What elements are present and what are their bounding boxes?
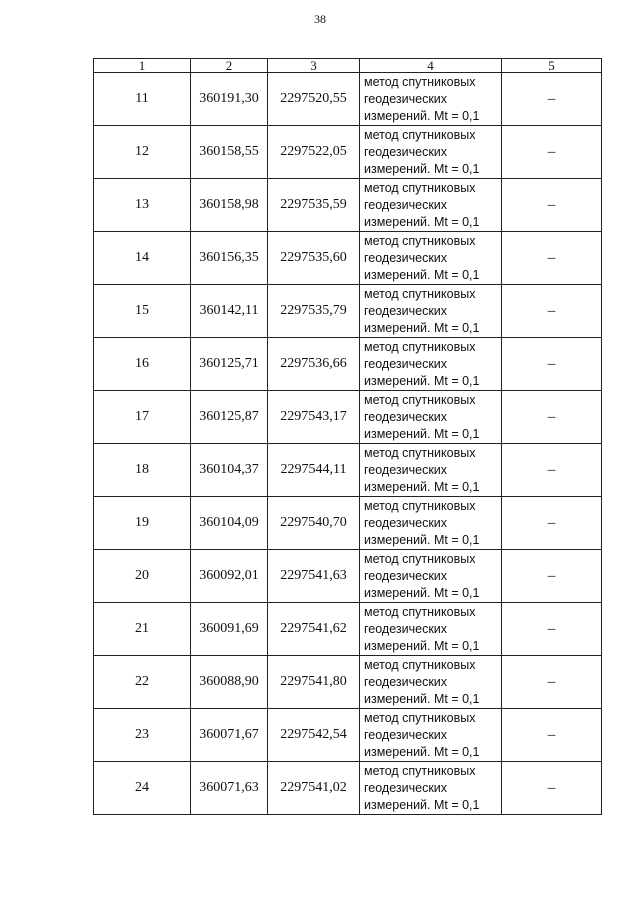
method-line-1: метод спутниковых <box>364 604 476 619</box>
method-line-3: измерений. Mt = 0,1 <box>364 161 480 176</box>
point-number-cell: 17 <box>94 391 191 444</box>
table-row <box>94 656 602 709</box>
x-coordinate-cell: 360071,63 <box>191 762 268 815</box>
method-line-2: геодезических <box>364 144 448 159</box>
y-coordinate-cell: 2297542,54 <box>268 709 360 762</box>
point-number-cell: 18 <box>94 444 191 497</box>
method-line-2: геодезических <box>364 303 448 318</box>
x-coordinate-cell: 360125,87 <box>191 391 268 444</box>
table-row <box>94 603 602 656</box>
method-line-3: измерений. Mt = 0,1 <box>364 744 480 759</box>
point-number-cell: 14 <box>94 232 191 285</box>
table-row <box>94 126 602 179</box>
point-number-cell: 22 <box>94 656 191 709</box>
method-line-3: измерений. Mt = 0,1 <box>364 373 480 388</box>
point-number-cell: 13 <box>94 179 191 232</box>
table-row <box>94 73 602 126</box>
column-5-cell: – <box>502 603 602 656</box>
column-5-cell: – <box>502 391 602 444</box>
method-line-1: метод спутниковых <box>364 498 476 513</box>
method-line-3: измерений. Mt = 0,1 <box>364 426 480 441</box>
table-row <box>94 338 602 391</box>
point-number-cell: 12 <box>94 126 191 179</box>
table-row <box>94 232 602 285</box>
method-cell <box>360 709 502 762</box>
y-coordinate-cell: 2297541,02 <box>268 762 360 815</box>
method-line-1: метод спутниковых <box>364 710 476 725</box>
column-5-cell: – <box>502 285 602 338</box>
column-5-cell: – <box>502 338 602 391</box>
point-number-cell: 16 <box>94 338 191 391</box>
method-line-1: метод спутниковых <box>364 445 476 460</box>
method-line-2: геодезических <box>364 197 448 212</box>
column-5-cell: – <box>502 762 602 815</box>
method-cell <box>360 391 502 444</box>
method-line-1: метод спутниковых <box>364 763 476 778</box>
column-5-cell: – <box>502 656 602 709</box>
method-line-1: метод спутниковых <box>364 551 476 566</box>
method-line-2: геодезических <box>364 91 448 106</box>
coordinates-table <box>93 58 602 815</box>
y-coordinate-cell: 2297541,80 <box>268 656 360 709</box>
table-row <box>94 550 602 603</box>
y-coordinate-cell: 2297520,55 <box>268 73 360 126</box>
x-coordinate-cell: 360091,69 <box>191 603 268 656</box>
point-number-cell: 24 <box>94 762 191 815</box>
column-header-5: 5 <box>502 59 602 73</box>
method-line-3: измерений. Mt = 0,1 <box>364 214 480 229</box>
method-line-3: измерений. Mt = 0,1 <box>364 585 480 600</box>
method-cell <box>360 762 502 815</box>
method-line-1: метод спутниковых <box>364 339 476 354</box>
table-row <box>94 709 602 762</box>
y-coordinate-cell: 2297535,60 <box>268 232 360 285</box>
method-line-3: измерений. Mt = 0,1 <box>364 108 480 123</box>
method-line-3: измерений. Mt = 0,1 <box>364 320 480 335</box>
method-line-3: измерений. Mt = 0,1 <box>364 691 480 706</box>
method-line-1: метод спутниковых <box>364 233 476 248</box>
column-5-cell: – <box>502 179 602 232</box>
x-coordinate-cell: 360142,11 <box>191 285 268 338</box>
column-5-cell: – <box>502 126 602 179</box>
point-number-cell: 21 <box>94 603 191 656</box>
column-5-cell: – <box>502 709 602 762</box>
method-cell <box>360 656 502 709</box>
method-cell <box>360 232 502 285</box>
method-cell <box>360 444 502 497</box>
column-header-3: 3 <box>268 59 360 73</box>
method-line-1: метод спутниковых <box>364 392 476 407</box>
method-line-3: измерений. Mt = 0,1 <box>364 267 480 282</box>
method-cell <box>360 550 502 603</box>
method-line-3: измерений. Mt = 0,1 <box>364 797 480 812</box>
method-line-2: геодезических <box>364 727 448 742</box>
method-line-2: геодезических <box>364 621 448 636</box>
table-row <box>94 444 602 497</box>
y-coordinate-cell: 2297541,62 <box>268 603 360 656</box>
page-number: 38 <box>314 12 326 26</box>
table-row <box>94 179 602 232</box>
y-coordinate-cell: 2297543,17 <box>268 391 360 444</box>
method-line-1: метод спутниковых <box>364 657 476 672</box>
x-coordinate-cell: 360071,67 <box>191 709 268 762</box>
table-row <box>94 762 602 815</box>
method-line-1: метод спутниковых <box>364 74 476 89</box>
method-line-1: метод спутниковых <box>364 127 476 142</box>
column-5-cell: – <box>502 73 602 126</box>
table-row <box>94 285 602 338</box>
column-5-cell: – <box>502 232 602 285</box>
point-number-cell: 19 <box>94 497 191 550</box>
method-line-2: геодезических <box>364 780 448 795</box>
method-line-2: геодезических <box>364 674 448 689</box>
column-header-1: 1 <box>94 59 191 73</box>
method-line-1: метод спутниковых <box>364 180 476 195</box>
y-coordinate-cell: 2297536,66 <box>268 338 360 391</box>
method-cell <box>360 179 502 232</box>
method-line-3: измерений. Mt = 0,1 <box>364 532 480 547</box>
x-coordinate-cell: 360158,98 <box>191 179 268 232</box>
point-number-cell: 11 <box>94 73 191 126</box>
point-number-cell: 20 <box>94 550 191 603</box>
x-coordinate-cell: 360088,90 <box>191 656 268 709</box>
method-line-2: геодезических <box>364 409 448 424</box>
method-line-3: измерений. Mt = 0,1 <box>364 479 480 494</box>
header-row <box>94 59 602 73</box>
y-coordinate-cell: 2297541,63 <box>268 550 360 603</box>
point-number-cell: 15 <box>94 285 191 338</box>
y-coordinate-cell: 2297535,59 <box>268 179 360 232</box>
x-coordinate-cell: 360191,30 <box>191 73 268 126</box>
column-header-2: 2 <box>191 59 268 73</box>
y-coordinate-cell: 2297540,70 <box>268 497 360 550</box>
y-coordinate-cell: 2297522,05 <box>268 126 360 179</box>
column-5-cell: – <box>502 444 602 497</box>
table-header <box>94 59 602 73</box>
method-cell <box>360 338 502 391</box>
x-coordinate-cell: 360158,55 <box>191 126 268 179</box>
table-body <box>94 73 602 815</box>
method-line-1: метод спутниковых <box>364 286 476 301</box>
column-5-cell: – <box>502 550 602 603</box>
method-line-2: геодезических <box>364 250 448 265</box>
x-coordinate-cell: 360104,09 <box>191 497 268 550</box>
x-coordinate-cell: 360156,35 <box>191 232 268 285</box>
table-row <box>94 391 602 444</box>
method-line-2: геодезических <box>364 568 448 583</box>
y-coordinate-cell: 2297544,11 <box>268 444 360 497</box>
method-cell <box>360 285 502 338</box>
method-cell <box>360 497 502 550</box>
method-line-2: геодезических <box>364 515 448 530</box>
table-row <box>94 497 602 550</box>
method-cell <box>360 603 502 656</box>
x-coordinate-cell: 360104,37 <box>191 444 268 497</box>
method-line-2: геодезических <box>364 356 448 371</box>
x-coordinate-cell: 360092,01 <box>191 550 268 603</box>
method-line-3: измерений. Mt = 0,1 <box>364 638 480 653</box>
method-cell <box>360 126 502 179</box>
method-cell <box>360 73 502 126</box>
method-line-2: геодезических <box>364 462 448 477</box>
column-header-4: 4 <box>360 59 502 73</box>
x-coordinate-cell: 360125,71 <box>191 338 268 391</box>
y-coordinate-cell: 2297535,79 <box>268 285 360 338</box>
column-5-cell: – <box>502 497 602 550</box>
point-number-cell: 23 <box>94 709 191 762</box>
